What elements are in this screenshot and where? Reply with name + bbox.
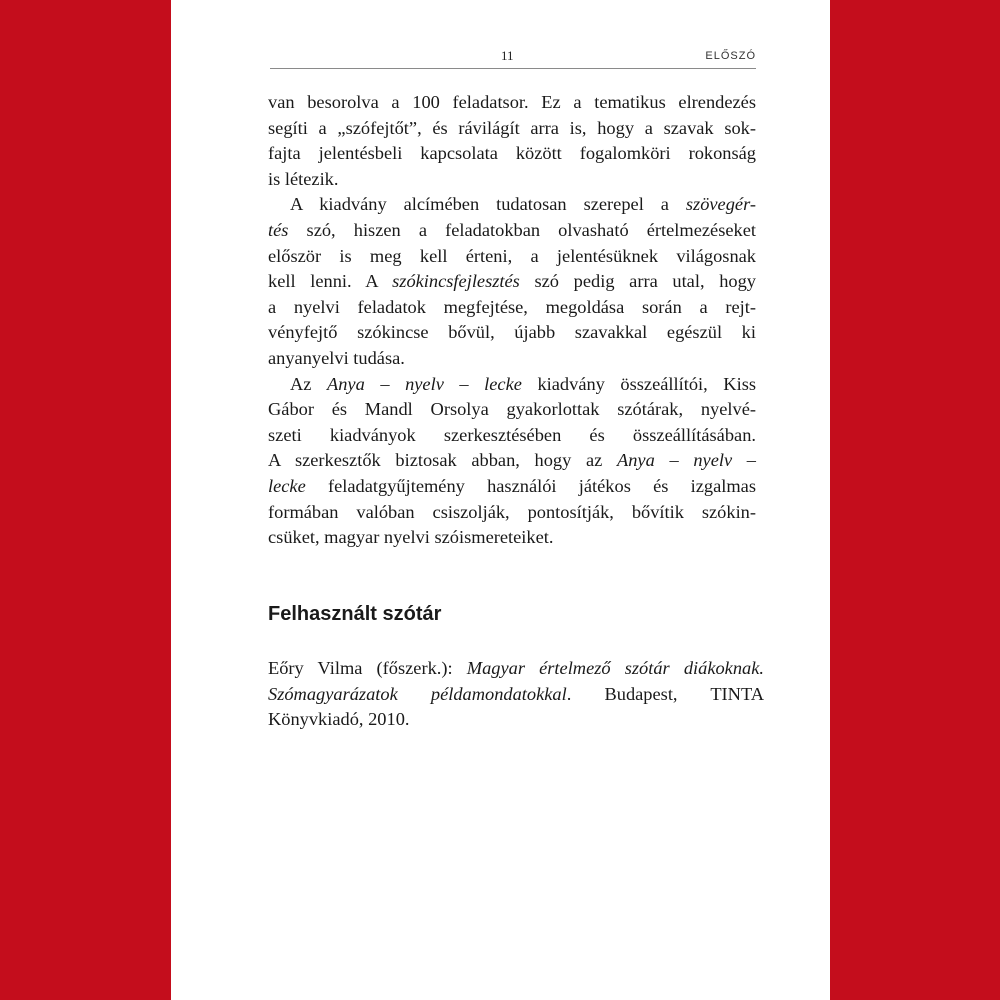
body-text [268, 90, 756, 551]
text-line [268, 474, 756, 500]
text-run: szó pedig arra utal, hogy [519, 271, 756, 292]
text-line [268, 682, 764, 708]
text-line: formában valóban csiszolják, pontosítják, bővítik szókin- [268, 501, 756, 522]
text-run: A szerkesztők biztosak abban, hogy az [268, 450, 617, 471]
text-line: vényfejtő szókincse bővül, újabb szavakkal egészül ki [268, 322, 756, 343]
text-line [268, 192, 756, 218]
section-label: ELŐSZÓ [705, 50, 756, 62]
text-line [268, 218, 756, 244]
text-line [268, 656, 764, 682]
italic-term: lecke [268, 475, 306, 496]
text-line [268, 448, 756, 474]
book-page [171, 0, 830, 1000]
italic-term: Anya – nyelv – [617, 450, 756, 471]
text-line [268, 269, 756, 295]
running-head [270, 46, 756, 69]
text-line [268, 372, 756, 398]
paragraph-1 [268, 90, 756, 192]
paragraph-2 [268, 192, 756, 371]
italic-title: Szómagyarázatok példamondatokkal [268, 683, 567, 704]
italic-title: Magyar értelmező szótár diákoknak. [466, 658, 764, 678]
text-line: Könyvkiadó, 2010. [268, 709, 410, 730]
text-line: is létezik. [268, 168, 339, 189]
italic-term: Anya – nyelv – lecke [327, 373, 522, 394]
italic-term: szövegér- [685, 194, 756, 215]
text-line: csüket, magyar nyelvi szóismereteiket. [268, 527, 554, 548]
text-line: a nyelvi feladatok megfejtése, megoldása során a rejt- [268, 296, 756, 317]
text-run: Eőry Vilma (főszerk.): [268, 658, 467, 678]
text-run: szó, hiszen a feladatokban olvasható értelmezéseket [288, 219, 756, 240]
text-run: Az [290, 373, 327, 394]
text-line: anyanyelvi tudása. [268, 347, 405, 368]
text-line: van besorolva a 100 feladatsor. Ez a tematikus elrendezés [268, 92, 756, 112]
reference-entry [268, 656, 764, 733]
text-line: először is meg kell érteni, a jelentésüknek világosnak [268, 245, 756, 266]
text-run: kell lenni. A [268, 271, 393, 292]
text-run: kiadvány összeállítói, Kiss [521, 373, 757, 394]
page-number: 11 [501, 48, 514, 63]
text-run: . Budapest, TINTA [566, 683, 765, 704]
text-line: szeti kiadványok szerkesztésében és összeállításában. [268, 424, 756, 445]
paragraph-3 [268, 372, 756, 551]
italic-term: szókincsfejlesztés [392, 271, 520, 292]
section-heading: Felhasznált szótár [268, 603, 442, 625]
text-run: feladatgyűjtemény használói játékos és izgalmas [305, 475, 756, 496]
text-line: Gábor és Mandl Orsolya gyakorlottak szótárak, nyelvé- [268, 399, 756, 420]
text-line: fajta jelentésbeli kapcsolata között fogalomköri rokonság [268, 143, 756, 164]
text-run: A kiadvány alcímében tudatosan szerepel a [290, 194, 686, 215]
italic-term: tés [268, 219, 289, 240]
text-line: segíti a „szófejtőt”, és rávilágít arra is, hogy a szavak sok- [268, 117, 756, 138]
